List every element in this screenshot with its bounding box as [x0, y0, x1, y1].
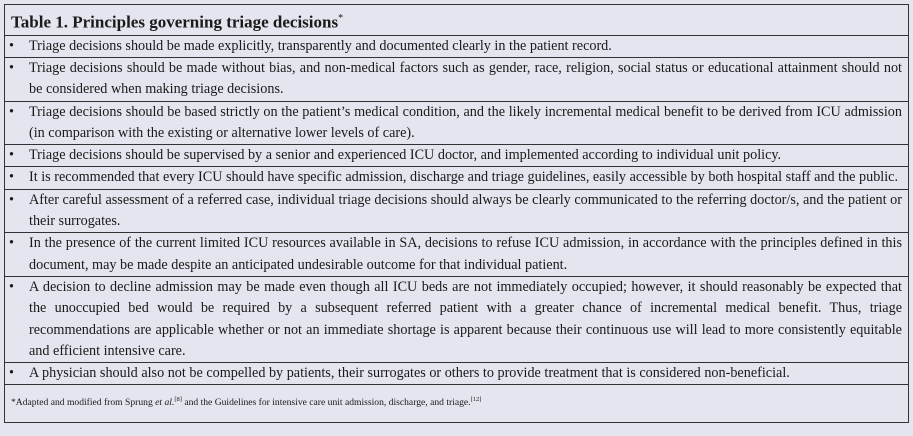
table-row — [5, 233, 908, 277]
principle-text: A physician should also not be compelled by patients, their surrogates or others to provide treatment that is considered non-beneficial. — [29, 365, 790, 382]
footnote-ref-1: [8] — [174, 396, 182, 404]
principle-text: A decision to decline admission may be made even though all ICU beds are not immediately occupied; however, it should reasonably be expected that the unoccupied bed would be required by a subsequent referred patient with a greater chance of incremental medical benefit. Thus, triage recommendations are applicable whether or not an immediate shortage is apparent because their continuous use will lead to more consistently equitable and efficient intensive care. — [29, 278, 902, 359]
table-row — [5, 167, 908, 189]
table-row — [5, 36, 908, 58]
bullet-icon: • — [9, 278, 14, 295]
footnote-etal: et al. — [155, 397, 175, 409]
table-row — [5, 102, 908, 146]
footnote-text-1: Adapted and modified from Sprung — [15, 397, 156, 409]
bullet-icon: • — [9, 103, 14, 120]
principle-text: Triage decisions should be made explicitly, transparently and documented clearly in the patient record. — [29, 37, 612, 54]
principles-table — [4, 4, 909, 423]
bullet-icon: • — [9, 147, 14, 164]
footnote-text-2: and the Guidelines for intensive care unit admission, discharge, and triage. — [181, 397, 471, 409]
principle-text: Triage decisions should be based strictly on the patient’s medical condition, and the likely incremental medical benefit to be derived from ICU admission (in comparison with the existing or alternative lower levels of care). — [29, 103, 902, 141]
bullet-icon: • — [9, 59, 14, 76]
bullet-icon: • — [9, 169, 14, 186]
table-row — [5, 190, 908, 234]
principle-text: Triage decisions should be supervised by a senior and experienced ICU doctor, and implemented according to individual unit policy. — [29, 147, 782, 164]
footnote-ref-2: [12] — [470, 396, 482, 404]
table-row — [5, 363, 908, 385]
principle-text: Triage decisions should be made without bias, and non-medical factors such as gender, race, religion, social status or educational attainment should not be considered when making triage decisions. — [29, 59, 902, 98]
bullet-icon: • — [9, 37, 14, 54]
bullet-icon: • — [9, 235, 14, 252]
table-row — [5, 277, 908, 363]
bullet-icon: • — [9, 365, 14, 382]
principle-text: In the presence of the current limited ICU resources available in SA, decisions to refuse ICU admission, in accordance with the principles defined in this document, may be made despite an anticipated undesirable outcome for that individual patient. — [29, 235, 902, 273]
table-title — [5, 5, 908, 36]
title-footnote-mark: * — [338, 13, 344, 24]
table-row — [5, 145, 908, 167]
principle-text: After careful assessment of a referred case, individual triage decisions should always be clearly communicated to the referring doctor/s, and the patient or their surrogates. — [29, 191, 902, 230]
principle-text: It is recommended that every ICU should have specific admission, discharge and triage guidelines, easily accessible by both hospital staff and the public. — [29, 169, 899, 186]
bullet-icon: • — [9, 191, 14, 208]
table-title-text: Table 1. Principles governing triage decisions — [11, 12, 339, 32]
table-row — [5, 58, 908, 102]
table-footnote — [5, 385, 908, 421]
footnote-mark: * — [11, 397, 16, 409]
